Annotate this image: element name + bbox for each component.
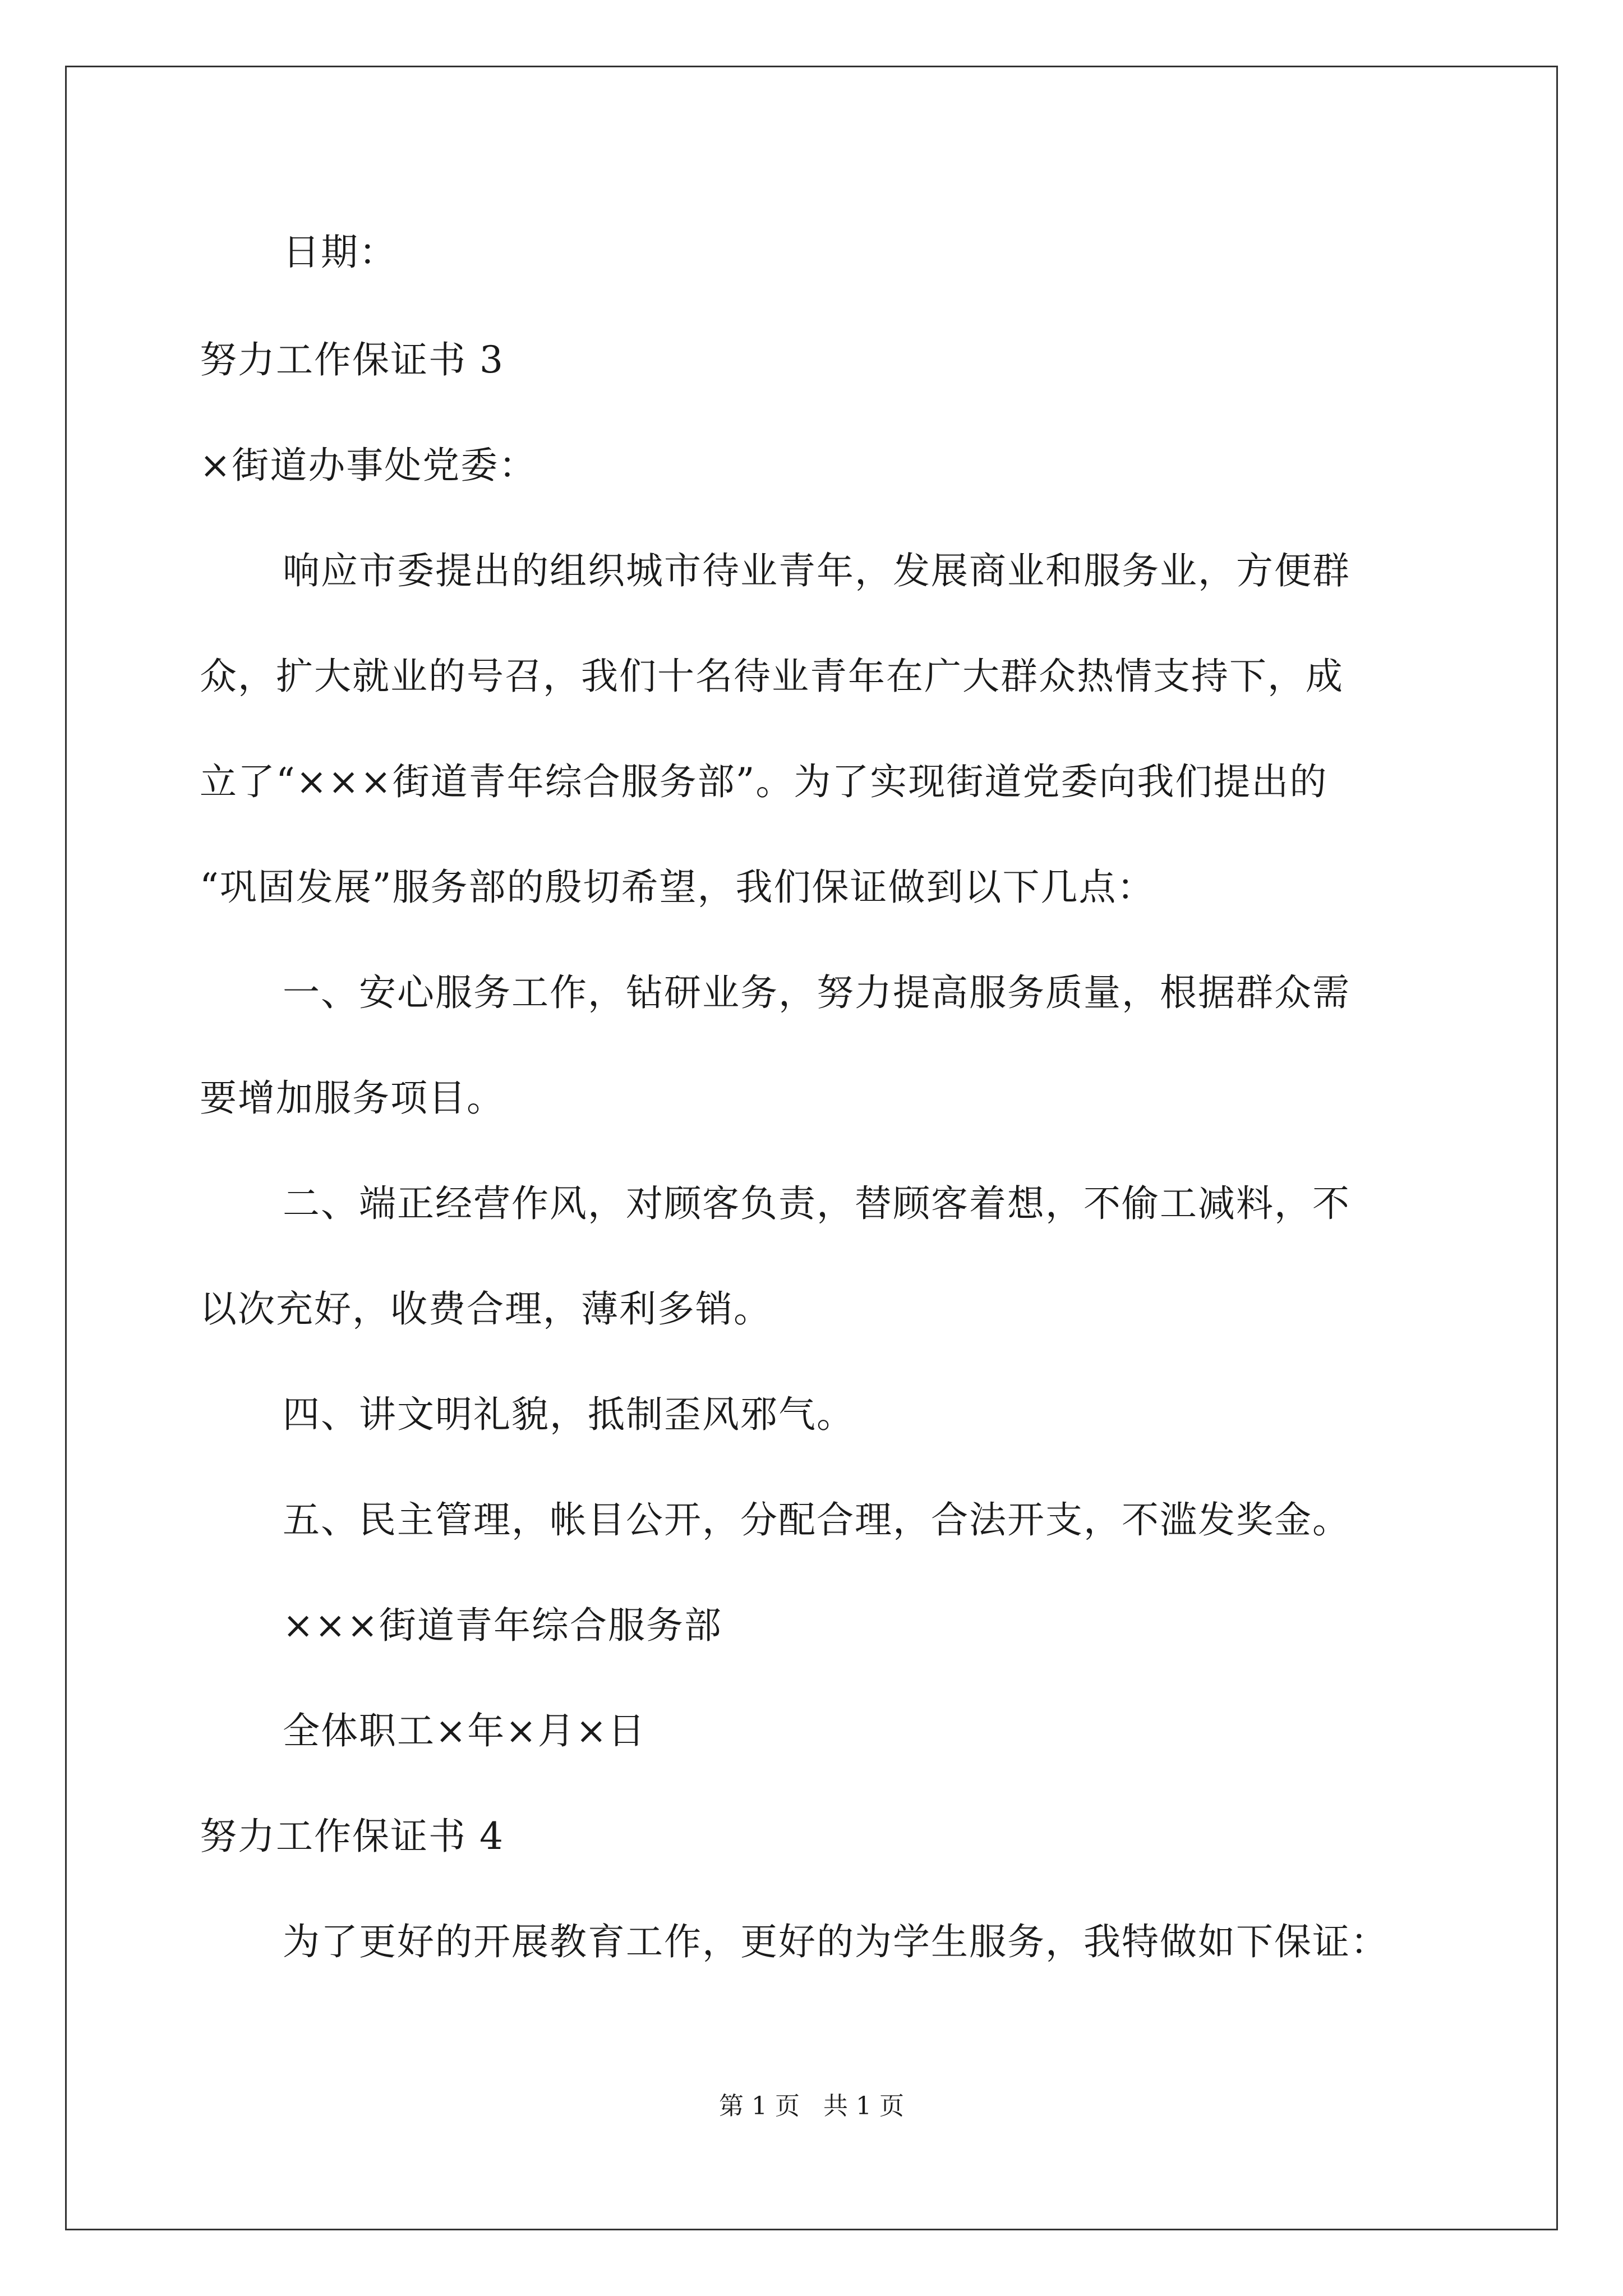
paragraph-line: 立了“×××街道青年综合服务部”。为了实现街道党委向我们提出的 (200, 760, 1328, 803)
signature-org: ×××街道青年综合服务部 (283, 1604, 722, 1647)
item-1-line: 一、安心服务工作，钻研业务，努力提高服务质量，根据群众需 (283, 971, 1350, 1014)
paragraph-line: “巩固发展”服务部的殷切希望，我们保证做到以下几点： (200, 866, 1155, 909)
item-4: 四、讲文明礼貌，抵制歪风邪气。 (283, 1393, 855, 1436)
paragraph-line: 响应市委提出的组织城市待业青年，发展商业和服务业，方便群 (283, 549, 1350, 592)
item-5: 五、民主管理，帐目公开，分配合理，合法开支，不滥发奖金。 (283, 1498, 1350, 1542)
addressee: ×街道办事处党委： (200, 444, 537, 487)
paragraph-line: 众，扩大就业的号召，我们十名待业青年在广大群众热情支持下，成 (200, 655, 1344, 698)
item-2-line: 以次充好，收费合理，薄利多销。 (200, 1287, 772, 1331)
item-2-line: 二、端正经营作风，对顾客负责，替顾客着想，不偷工减料，不 (283, 1182, 1350, 1225)
heading-4: 努力工作保证书 4 (200, 1815, 504, 1858)
date-label: 日期： (283, 231, 397, 274)
item-1-line: 要增加服务项目。 (200, 1076, 505, 1120)
signature-date: 全体职工×年×月×日 (283, 1709, 646, 1752)
paragraph-line: 为了更好的开展教育工作，更好的为学生服务，我特做如下保证： (283, 1920, 1389, 1963)
heading-3: 努力工作保证书 3 (200, 338, 504, 381)
page-footer: 第 1 页 共 1 页 (719, 2092, 904, 2120)
